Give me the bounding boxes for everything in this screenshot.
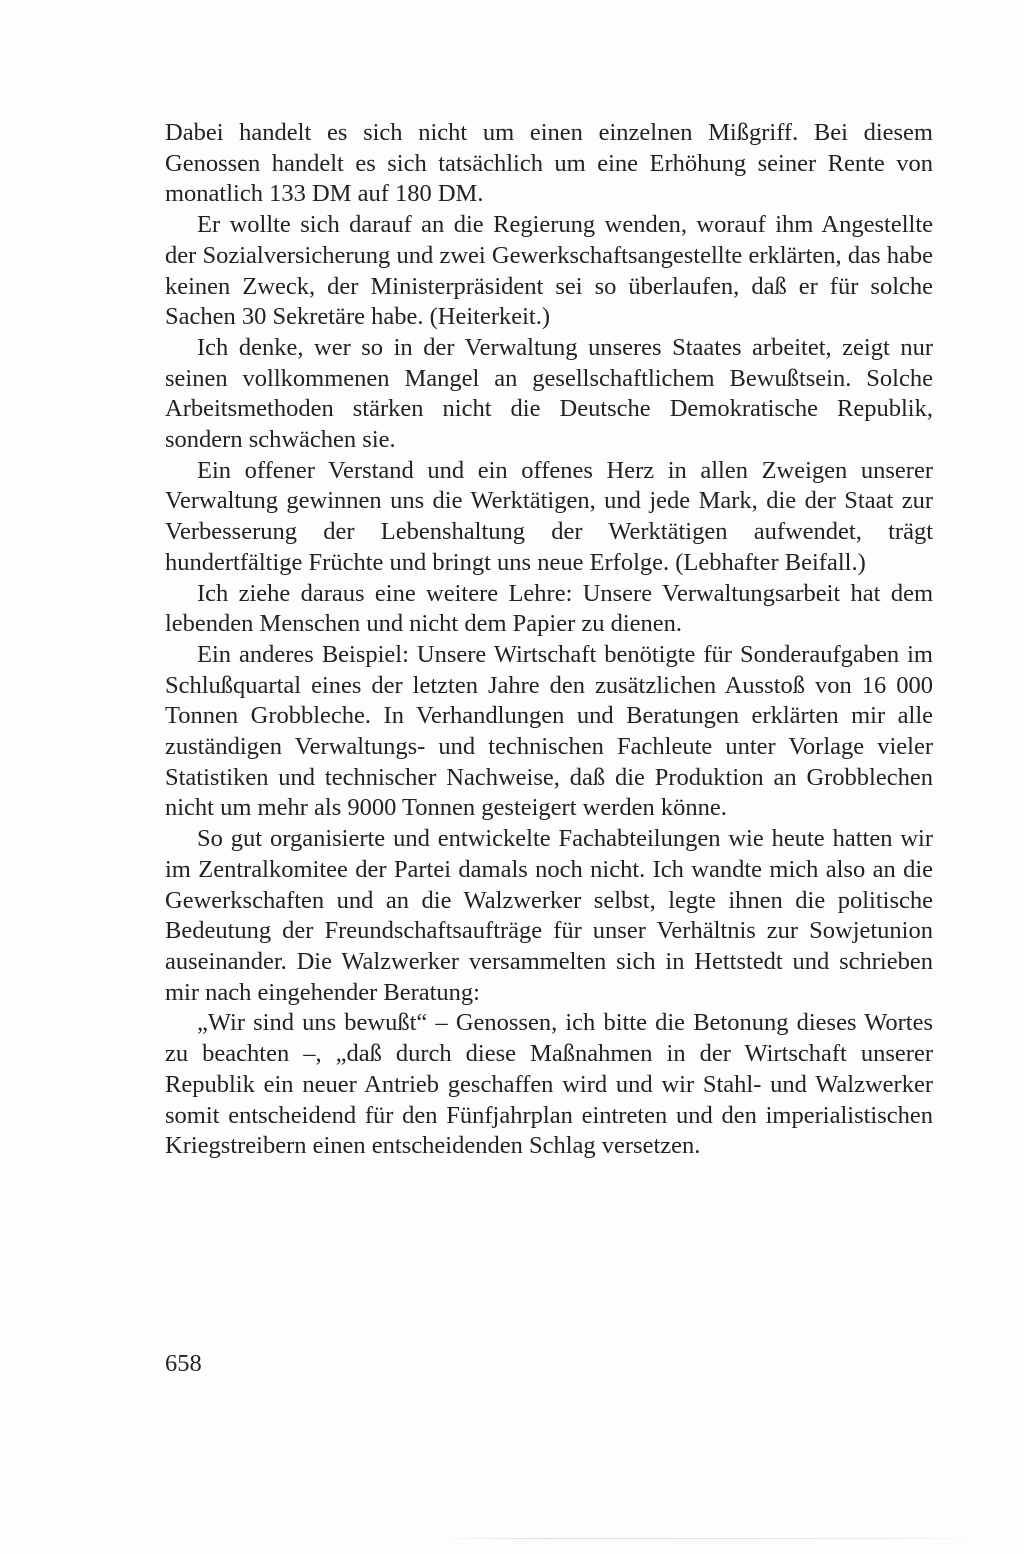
page-number: 658 bbox=[165, 1350, 202, 1377]
scan-edge-line bbox=[430, 1538, 990, 1539]
paragraph-4: Ein offener Verstand und ein offenes Herz in allen Zweigen unserer Verwaltung gewinnen uns die Werktätigen, und jede Mark, die der Staat zur Verbesserung der Lebenshaltung der Werktätigen aufwendet, trägt hundertfältige Früchte und bringt uns neue Erfolge. (Lebhafter Beifall.) bbox=[165, 456, 933, 576]
paragraph-7: So gut organisierte und entwickelte Fachabteilungen wie heute hatten wir im Zentralkomitee der Partei damals noch nicht. Ich wandte mich also an die Gewerkschaften und an die Walzwerker selbst, legte ihnen die politische Bedeutung der Freundschaftsaufträge für unser Verhältnis zur Sowjetunion auseinander. Die Walzwerker versammelten sich in Hettstedt und schrieben mir nach eingehender Beratung: bbox=[165, 825, 933, 1006]
body-text bbox=[165, 118, 933, 1162]
paragraph-6: Ein anderes Beispiel: Unsere Wirtschaft benötigte für Sonderaufgaben im Schlußquartal eines der letzten Jahre den zusätzlichen Ausstoß von 16 000 Tonnen Grobbleche. In Verhandlungen und Beratungen erklärten mir alle zuständigen Verwaltungs- und technischen Fachleute unter Vorlage vieler Statistiken und technischer Nachweise, daß die Produktion an Grobblechen nicht um mehr als 9000 Tonnen gesteigert werden könne. bbox=[165, 640, 933, 822]
paragraph-2: Er wollte sich darauf an die Regierung wenden, worauf ihm Angestellte der Sozialversicherung und zwei Gewerkschaftsangestellte erklärten, das habe keinen Zweck, der Ministerpräsident sei so überlaufen, daß er für solche Sachen 30 Sekretäre habe. (Heiterkeit.) bbox=[165, 211, 933, 331]
paragraph-3: Ich denke, wer so in der Verwaltung unseres Staates arbeitet, zeigt nur seinen vollkommenen Mangel an gesellschaftlichem Bewußtsein. Solche Arbeitsmethoden stärken nicht die Deutsche Demokratische Republik, sondern schwächen sie. bbox=[165, 333, 933, 454]
paragraph-5: Ich ziehe daraus eine weitere Lehre: Unsere Verwaltungsarbeit hat dem lebenden Menschen und nicht dem Papier zu dienen. bbox=[165, 579, 933, 638]
paragraph-8: „Wir sind uns bewußt“ – Genossen, ich bitte die Betonung dieses Wortes zu beachten –, „daß durch diese Maßnahmen in der Wirtschaft unserer Republik ein neuer Antrieb geschaffen wird und wir Stahl- und Walzwerker somit entscheidend für den Fünfjahrplan eintreten und den imperialistischen Kriegstreibern einen entscheidenden Schlag versetzen. bbox=[165, 1009, 933, 1160]
paragraph-1: Dabei handelt es sich nicht um einen einzelnen Mißgriff. Bei diesem Genossen handelt es sich tatsächlich um eine Erhöhung seiner Rente von monatlich 133 DM auf 180 DM. bbox=[165, 119, 933, 208]
